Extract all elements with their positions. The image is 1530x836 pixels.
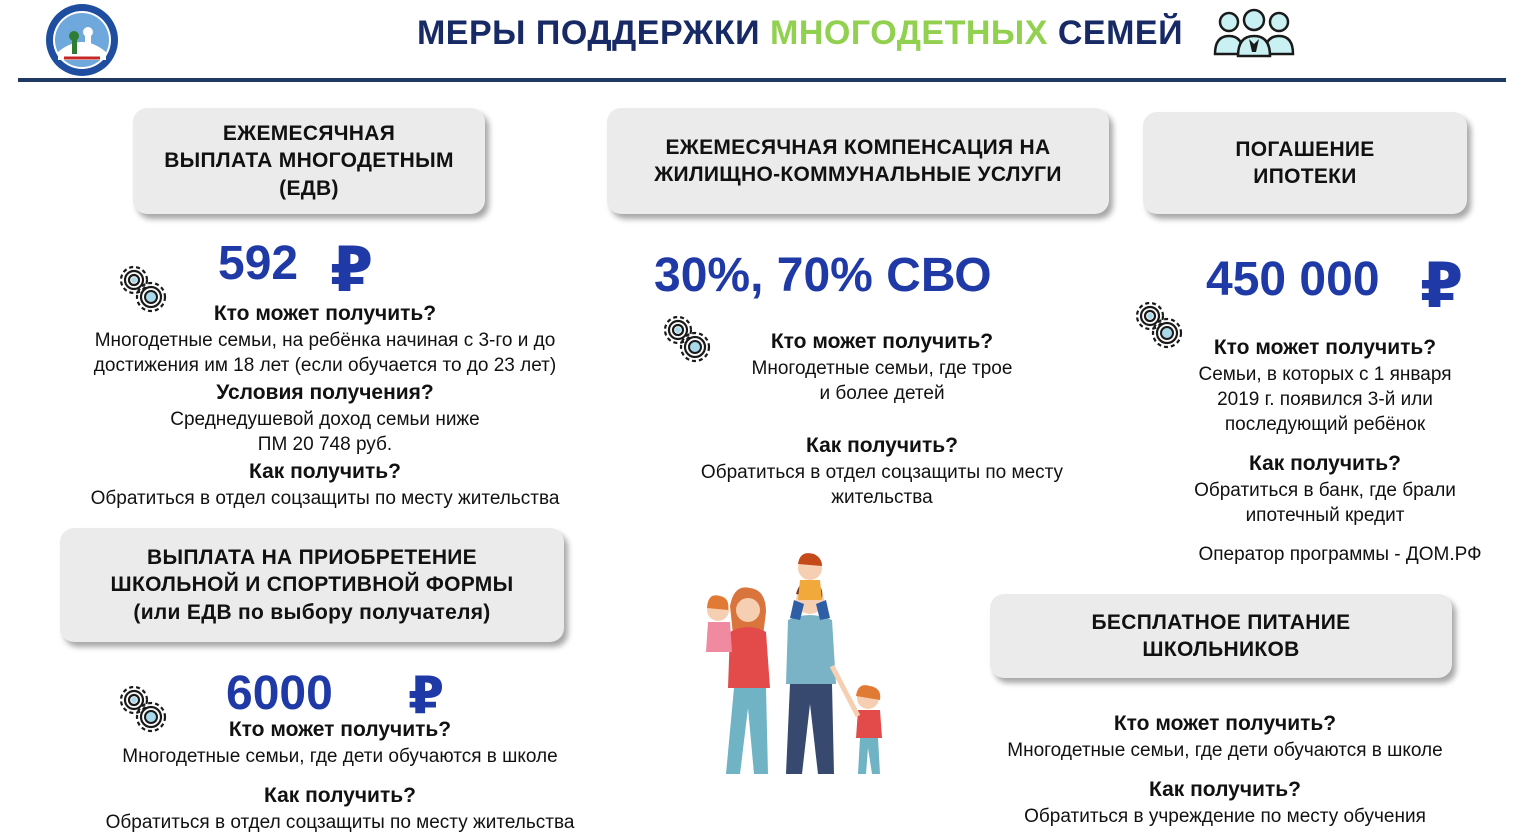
card-edv-title: ЕЖЕМЕСЯЧНАЯ ВЫПЛАТА МНОГОДЕТНЫМ (ЕДВ) <box>133 108 485 214</box>
uniform-currency: ₽ <box>408 667 445 725</box>
mortgage-operator: Оператор программы - ДОМ.РФ <box>1198 544 1482 565</box>
uniform-how-text: Обратиться в отдел соцзащиты по месту жительства <box>105 812 575 833</box>
mortgage-who-question: Кто может получить? <box>1213 336 1437 359</box>
meals-who-text: Многодетные семьи, где дети обучаются в школе <box>1007 740 1443 761</box>
header-divider <box>18 78 1506 82</box>
mortgage-currency: ₽ <box>1420 252 1464 321</box>
mortgage-how-question: Как получить? <box>1249 452 1401 475</box>
meals-how-text: Обратиться в учреждение по месту обучения <box>1024 806 1426 827</box>
people-group-icon <box>1212 8 1296 58</box>
meals-who-question: Кто может получить? <box>1113 712 1337 735</box>
family-illustration <box>690 548 920 788</box>
edv-amount: 592 <box>218 237 299 290</box>
zhku-how-question: Как получить? <box>806 434 958 457</box>
uniform-how-question: Как получить? <box>264 784 416 807</box>
edv-conditions-text: Среднедушевой доход семьи ниже ПМ 20 748 руб. <box>170 409 480 456</box>
card-uniform-title: ВЫПЛАТА НА ПРИОБРЕТЕНИЕ ШКОЛЬНОЙ И СПОРТИВНОЙ ФОРМЫ (или ЕДВ по выбору получателя) <box>60 528 564 642</box>
card-meals-title: БЕСПЛАТНОЕ ПИТАНИЕ ШКОЛЬНИКОВ <box>990 594 1452 678</box>
mortgage-amount: 450 000 <box>1206 253 1380 306</box>
zhku-amount: 30%, 70% СВО <box>654 249 992 302</box>
emblem-logo-icon <box>44 2 120 78</box>
edv-who-question: Кто может получить? <box>213 302 437 325</box>
uniform-amount: 6000 <box>226 667 333 720</box>
zhku-how-text: Обратиться в отдел соцзащиты по месту жительства <box>700 462 1064 509</box>
edv-currency: ₽ <box>330 236 374 305</box>
edv-conditions-question: Условия получения? <box>216 381 434 404</box>
mortgage-who-text: Семьи, в которых с 1 января 2019 г. появился 3-й или последующий ребёнок <box>1198 364 1452 436</box>
zhku-who-text: Многодетные семьи, где трое и более детей <box>751 358 1013 405</box>
card-zhku-title: ЕЖЕМЕСЯЧНАЯ КОМПЕНСАЦИЯ НА ЖИЛИЩНО-КОММУНАЛЬНЫЕ УСЛУГИ <box>607 108 1109 214</box>
zhku-who-question: Кто может получить? <box>770 330 994 353</box>
uniform-who-text: Многодетные семьи, где дети обучаются в школе <box>122 746 558 767</box>
edv-how-text: Обратиться в отдел соцзащиты по месту жительства <box>90 488 560 509</box>
meals-how-question: Как получить? <box>1149 778 1301 801</box>
edv-who-text: Многодетные семьи, на ребёнка начиная с 3-го и до достижения им 18 лет (если обучается то до 23 лет) <box>93 330 557 377</box>
mortgage-how-text: Обратиться в банк, где брали ипотечный кредит <box>1194 480 1456 527</box>
edv-how-question: Как получить? <box>249 460 401 483</box>
card-mortgage-title: ПОГАШЕНИЕ ИПОТЕКИ <box>1143 112 1467 214</box>
uniform-who-question: Кто может получить? <box>228 718 452 741</box>
page-title: МЕРЫ ПОДДЕРЖКИ МНОГОДЕТНЫХ СЕМЕЙ <box>416 14 1184 52</box>
